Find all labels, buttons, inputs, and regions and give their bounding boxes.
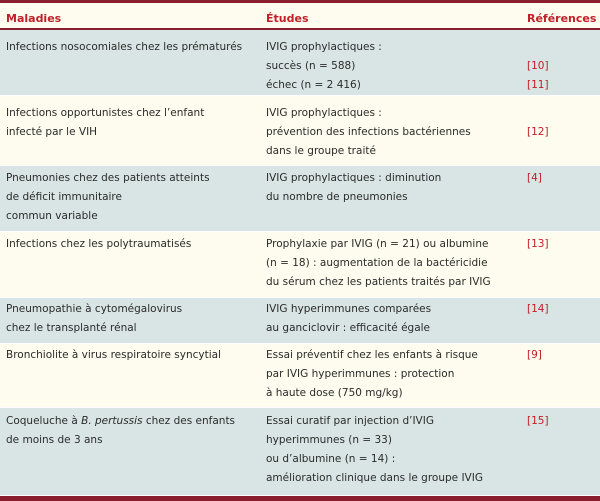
- text-line: IVIG prophylactiques :: [266, 107, 382, 119]
- header-etudes: Études: [266, 12, 309, 25]
- text-line: Prophylaxie par IVIG (n = 21) ou albumine: [266, 238, 489, 250]
- species-name: B. pertussis: [81, 415, 143, 427]
- text-line: à haute dose (750 mg/kg): [266, 387, 403, 399]
- table-row: [0, 408, 600, 496]
- cell-maladie: [6, 412, 235, 450]
- table-row: [0, 96, 600, 166]
- text-line: au ganciclovir : efficacité égale: [266, 322, 431, 334]
- text-line: par IVIG hyperimmunes : protection: [266, 368, 455, 380]
- text-line: Bronchiolite à virus respiratoire syncytial: [6, 349, 221, 361]
- table-row: [0, 232, 600, 298]
- cell-maladie: [6, 104, 204, 142]
- text-line: Pneumopathie à cytomégalovirus: [6, 303, 183, 315]
- cell-etudes: [266, 104, 471, 161]
- cell-references: [527, 169, 542, 188]
- text-line: chez le transplanté rénal: [6, 322, 137, 334]
- cell-etudes: [266, 38, 382, 95]
- header-maladies: Maladies: [6, 12, 62, 25]
- text-line: du sérum chez les patients traités par IVIG: [266, 276, 491, 288]
- text-line: Infections nosocomiales chez les prématurés: [6, 41, 243, 53]
- text-line: succès (n = 588): [266, 60, 356, 72]
- cell-maladie: [6, 346, 221, 365]
- text-line: IVIG prophylactiques :: [266, 41, 382, 53]
- text-line: (n = 18) : augmentation de la bactéricidie: [266, 257, 488, 269]
- bottom-rule: [0, 496, 600, 501]
- reference-link[interactable]: [13]: [527, 238, 549, 250]
- text-line: IVIG hyperimmunes comparées: [266, 303, 432, 315]
- reference-link[interactable]: [14]: [527, 303, 549, 315]
- text-line: amélioration clinique dans le groupe IVIG: [266, 472, 483, 484]
- text-line: IVIG prophylactiques : diminution: [266, 172, 442, 184]
- cell-maladie: [6, 169, 210, 226]
- text-line: de moins de 3 ans: [6, 434, 103, 446]
- cell-etudes: [266, 346, 478, 403]
- table-row: [0, 298, 600, 344]
- text-line: hyperimmunes (n = 33): [266, 434, 392, 446]
- header-references: Références: [527, 12, 597, 25]
- text-line: prévention des infections bactériennes: [266, 126, 471, 138]
- reference-line: [527, 104, 549, 123]
- cell-references: [527, 38, 549, 95]
- reference-link[interactable]: [12]: [527, 126, 549, 138]
- table-row: [0, 166, 600, 232]
- table-row: [0, 344, 600, 408]
- text-line: dans le groupe traité: [266, 145, 376, 157]
- reference-link[interactable]: [10]: [527, 60, 549, 72]
- table-row: [0, 30, 600, 96]
- cell-references: [527, 412, 549, 431]
- text-line: commun variable: [6, 210, 98, 222]
- cell-references: [527, 235, 549, 254]
- cell-references: [527, 300, 549, 319]
- text-line: [6, 412, 235, 431]
- text-fragment: chez des enfants: [142, 415, 236, 427]
- text-fragment: Coqueluche à: [6, 415, 82, 427]
- cell-references: [527, 346, 542, 365]
- text-line: infecté par le VIH: [6, 126, 98, 138]
- table-header: [0, 0, 600, 30]
- cell-references: [527, 104, 549, 142]
- text-line: Essai curatif par injection d’IVIG: [266, 415, 434, 427]
- cell-etudes: [266, 235, 491, 292]
- cell-maladie: [6, 235, 191, 254]
- text-line: Essai préventif chez les enfants à risque: [266, 349, 478, 361]
- text-line: de déficit immunitaire: [6, 191, 122, 203]
- text-line: Pneumonies chez des patients atteints: [6, 172, 210, 184]
- text-line: Infections opportunistes chez l’enfant: [6, 107, 205, 119]
- reference-line: [527, 38, 549, 57]
- cell-maladie: [6, 300, 182, 338]
- text-line: échec (n = 2 416): [266, 79, 361, 91]
- reference-link[interactable]: [4]: [527, 172, 542, 184]
- text-line: Infections chez les polytraumatisés: [6, 238, 192, 250]
- text-line: du nombre de pneumonies: [266, 191, 408, 203]
- cell-etudes: [266, 412, 483, 488]
- reference-link[interactable]: [15]: [527, 415, 549, 427]
- text-line: ou d’albumine (n = 14) :: [266, 453, 396, 465]
- cell-etudes: [266, 169, 441, 207]
- reference-link[interactable]: [9]: [527, 349, 542, 361]
- cell-etudes: [266, 300, 431, 338]
- cell-maladie: [6, 38, 242, 57]
- reference-link[interactable]: [11]: [527, 79, 549, 91]
